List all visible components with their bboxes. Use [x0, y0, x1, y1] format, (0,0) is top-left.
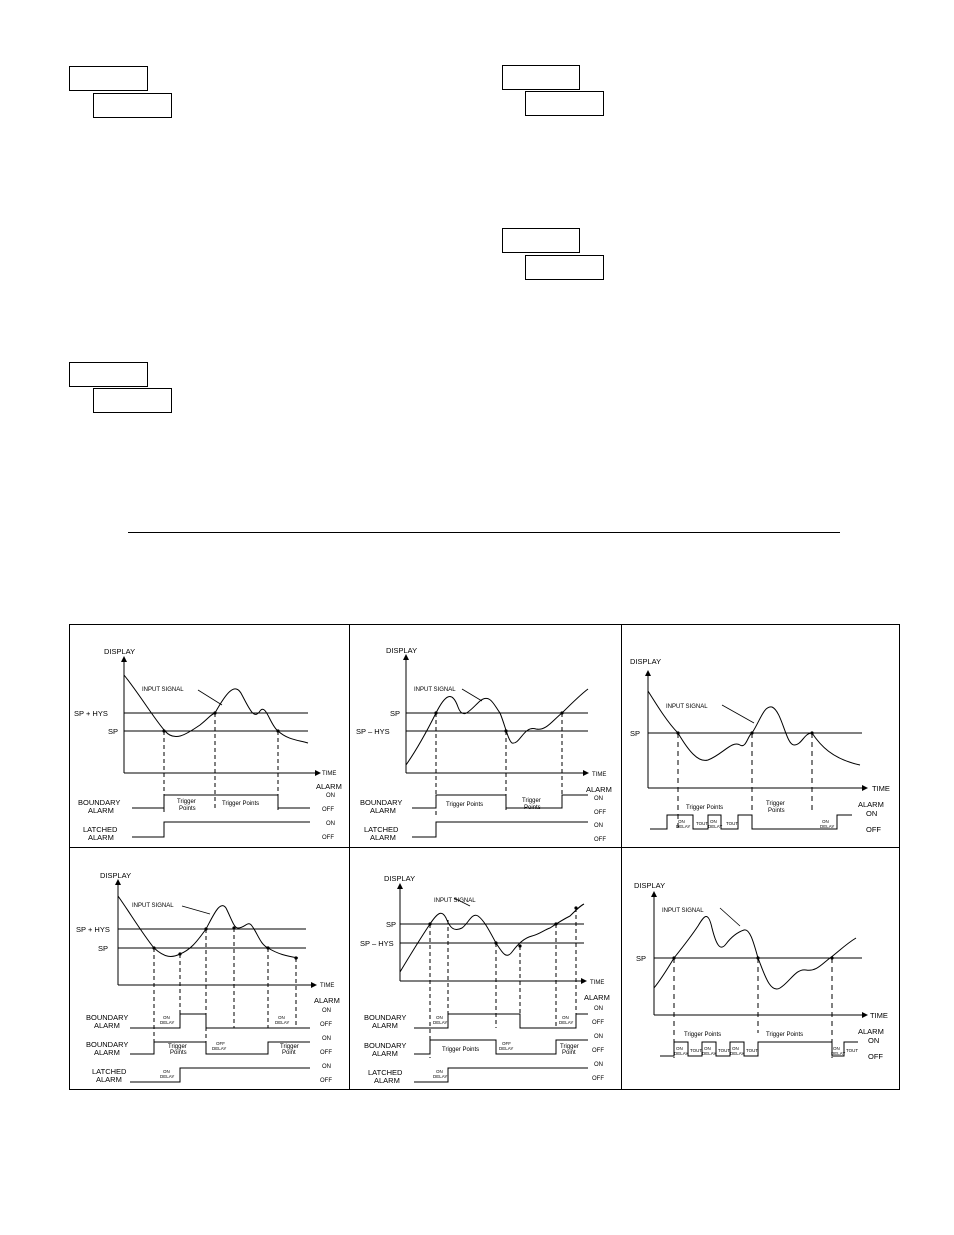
alarm-label: ALARM [858, 800, 884, 809]
on-delay-1b: DELAY [433, 1020, 448, 1025]
off-label-2: OFF [320, 1050, 332, 1056]
sp-hys-label: SP – HYS [356, 727, 390, 736]
boundary-alarm-label: ALARM [370, 806, 396, 815]
panel-high-boundary-delay [70, 848, 350, 1091]
time-label: TIME [320, 983, 335, 989]
time-label: TIME [592, 772, 607, 778]
on-delay-2b: DELAY [559, 1020, 574, 1025]
display-label: DISPLAY [630, 657, 662, 666]
off-label: OFF [320, 1022, 332, 1028]
trigger-point-2: Point [282, 1050, 296, 1056]
on-label-2: ON [594, 823, 603, 829]
sp-label: SP [636, 954, 647, 963]
on-delay-4b: DELAY [831, 1051, 846, 1056]
on-delay-1b: DELAY [674, 1051, 689, 1056]
on-label-2: ON [322, 1036, 331, 1042]
off-delay-1a: OFF [216, 1041, 225, 1046]
on-label: ON [594, 1006, 603, 1012]
off-label-2: OFF [592, 1048, 604, 1054]
trigger-points-a: Trigger Points [686, 805, 724, 811]
empty-box-4b [93, 388, 172, 413]
on-label: ON [322, 1008, 331, 1014]
boundary-alarm-label: ALARM [94, 1021, 120, 1030]
on-delay-2a: ON [710, 819, 717, 824]
on-delay-2a: ON [278, 1015, 285, 1020]
on-delay-3a: ON [822, 819, 829, 824]
panel-low-boundary-latched [350, 625, 622, 848]
on-delay-1b: DELAY [160, 1020, 175, 1025]
on-delay-2b: DELAY [708, 824, 723, 829]
off-label: OFF [866, 825, 881, 834]
section-divider [128, 532, 840, 533]
on-label: ON [868, 1036, 880, 1045]
alarm-label: ALARM [584, 993, 610, 1002]
on-delay-1a: ON [678, 819, 685, 824]
tout-4: TOUT [846, 1048, 859, 1053]
boundary-alarm-label-2: ALARM [94, 1048, 120, 1057]
empty-box-3b [525, 255, 604, 280]
on-delay-1a: ON [436, 1015, 443, 1020]
on-delay-3a: ON [163, 1069, 170, 1074]
latched-label: LATCHED [364, 825, 399, 834]
on-delay-2a: ON [562, 1015, 569, 1020]
trigger-points-b2: Points [768, 808, 785, 814]
time-label: TIME [590, 980, 605, 986]
off-label-2: OFF [322, 835, 334, 841]
on-label-2: ON [594, 1034, 603, 1040]
empty-box-1b [93, 93, 172, 118]
off-label: OFF [868, 1052, 883, 1061]
latched-label: LATCHED [368, 1068, 403, 1077]
off-label-3: OFF [320, 1078, 332, 1084]
input-signal-label: INPUT SIGNAL [666, 704, 708, 710]
alarm-label: ALARM [586, 785, 612, 794]
time-label: TIME [872, 784, 890, 793]
on-label: ON [326, 793, 335, 799]
empty-box-2a [502, 65, 580, 90]
on-delay-3b: DELAY [160, 1074, 175, 1079]
sp-hys-label: SP – HYS [360, 939, 394, 948]
trigger-points-2: Points [170, 1050, 187, 1056]
empty-box-2b [525, 91, 604, 116]
off-label-3: OFF [592, 1076, 604, 1082]
on-label-3: ON [322, 1064, 331, 1070]
tout-3: TOUT [746, 1048, 759, 1053]
sp-label: SP [630, 729, 641, 738]
boundary-alarm-label: ALARM [88, 806, 114, 815]
boundary-label-2: BOUNDARY [86, 1040, 129, 1049]
sp-hys-label: SP + HYS [74, 709, 108, 718]
alarm-label: ALARM [314, 996, 340, 1005]
trigger-points-b: Trigger Points [222, 801, 260, 807]
on-delay-2b: DELAY [702, 1051, 717, 1056]
latched-label: LATCHED [83, 825, 118, 834]
alarm-diagram-grid [69, 624, 900, 1090]
off-label: OFF [592, 1020, 604, 1026]
on-delay-1a: ON [163, 1015, 170, 1020]
boundary-alarm-label-2: ALARM [372, 1049, 398, 1058]
on-label: ON [866, 809, 878, 818]
trigger-points-a1: Trigger [177, 799, 196, 805]
boundary-label: BOUNDARY [364, 1013, 407, 1022]
sp-label: SP [390, 709, 401, 718]
alarm-label: ALARM [858, 1027, 884, 1036]
panel-low-boundary-delay [350, 848, 622, 1091]
input-signal-label: INPUT SIGNAL [132, 903, 174, 909]
off-label: OFF [322, 807, 334, 813]
latched-label: LATCHED [92, 1067, 127, 1076]
trigger-points-a: Trigger Points [446, 802, 484, 808]
input-signal-label: INPUT SIGNAL [142, 687, 184, 693]
on-delay-3b: DELAY [433, 1074, 448, 1079]
panel-high-timeout [622, 625, 901, 848]
boundary-label: BOUNDARY [78, 798, 121, 807]
on-delay-2a: ON [704, 1046, 711, 1051]
latched-alarm-label: ALARM [88, 833, 114, 842]
time-label: TIME [870, 1011, 888, 1020]
trigger-points: Trigger Points [442, 1047, 480, 1053]
on-delay-3a: ON [732, 1046, 739, 1051]
trigger-points-1: Trigger [168, 1044, 187, 1050]
on-delay-3b: DELAY [730, 1051, 745, 1056]
tout-2: TOUT [726, 821, 739, 826]
trigger-point-2: Point [562, 1050, 576, 1056]
sp-hys-label: SP + HYS [76, 925, 110, 934]
input-signal-label: INPUT SIGNAL [434, 898, 476, 904]
on-delay-1b: DELAY [676, 824, 691, 829]
display-label: DISPLAY [100, 871, 132, 880]
on-delay-2b: DELAY [275, 1020, 290, 1025]
on-label: ON [594, 796, 603, 802]
input-signal-label: INPUT SIGNAL [662, 908, 704, 914]
trigger-point-1: Trigger [560, 1044, 579, 1050]
tout-1: TOUT [690, 1048, 703, 1053]
on-delay-3b: DELAY [820, 824, 835, 829]
off-delay-1a: OFF [502, 1041, 511, 1046]
tout-1: TOUT [696, 821, 709, 826]
sp-label: SP [386, 920, 397, 929]
trigger-points-b1: Trigger [522, 798, 541, 804]
on-delay-4a: ON [833, 1046, 840, 1051]
on-label-2: ON [326, 821, 335, 827]
trigger-points-a2: Points [179, 806, 196, 812]
input-signal-label: INPUT SIGNAL [414, 687, 456, 693]
boundary-label-2: BOUNDARY [364, 1041, 407, 1050]
trigger-points-a: Trigger Points [684, 1032, 722, 1038]
sp-label: SP [108, 727, 119, 736]
panel-low-timeout [622, 848, 901, 1091]
on-delay-1a: ON [676, 1046, 683, 1051]
trigger-points-b2: Points [524, 805, 541, 811]
display-label: DISPLAY [384, 874, 416, 883]
panel-high-boundary-latched [70, 625, 350, 848]
on-label-3: ON [594, 1062, 603, 1068]
empty-box-3a [502, 228, 580, 253]
time-label: TIME [322, 771, 337, 777]
display-label: DISPLAY [386, 646, 418, 655]
off-label: OFF [594, 810, 606, 816]
latched-alarm-label: ALARM [370, 833, 396, 842]
sp-label: SP [98, 944, 109, 953]
on-delay-3a: ON [436, 1069, 443, 1074]
alarm-label: ALARM [316, 782, 342, 791]
display-label: DISPLAY [634, 881, 666, 890]
boundary-alarm-label: ALARM [372, 1021, 398, 1030]
off-delay-1b: DELAY [499, 1046, 514, 1051]
trigger-point-1: Trigger [280, 1044, 299, 1050]
tout-2: TOUT [718, 1048, 731, 1053]
latched-alarm-label: ALARM [96, 1075, 122, 1084]
trigger-points-b: Trigger Points [766, 1032, 804, 1038]
trigger-points-b1: Trigger [766, 801, 785, 807]
off-label-2: OFF [594, 837, 606, 843]
display-label: DISPLAY [104, 647, 136, 656]
boundary-label: BOUNDARY [360, 798, 403, 807]
empty-box-1a [69, 66, 148, 91]
boundary-label: BOUNDARY [86, 1013, 129, 1022]
empty-box-4a [69, 362, 148, 387]
latched-alarm-label: ALARM [374, 1076, 400, 1085]
off-delay-1b: DELAY [212, 1046, 227, 1051]
